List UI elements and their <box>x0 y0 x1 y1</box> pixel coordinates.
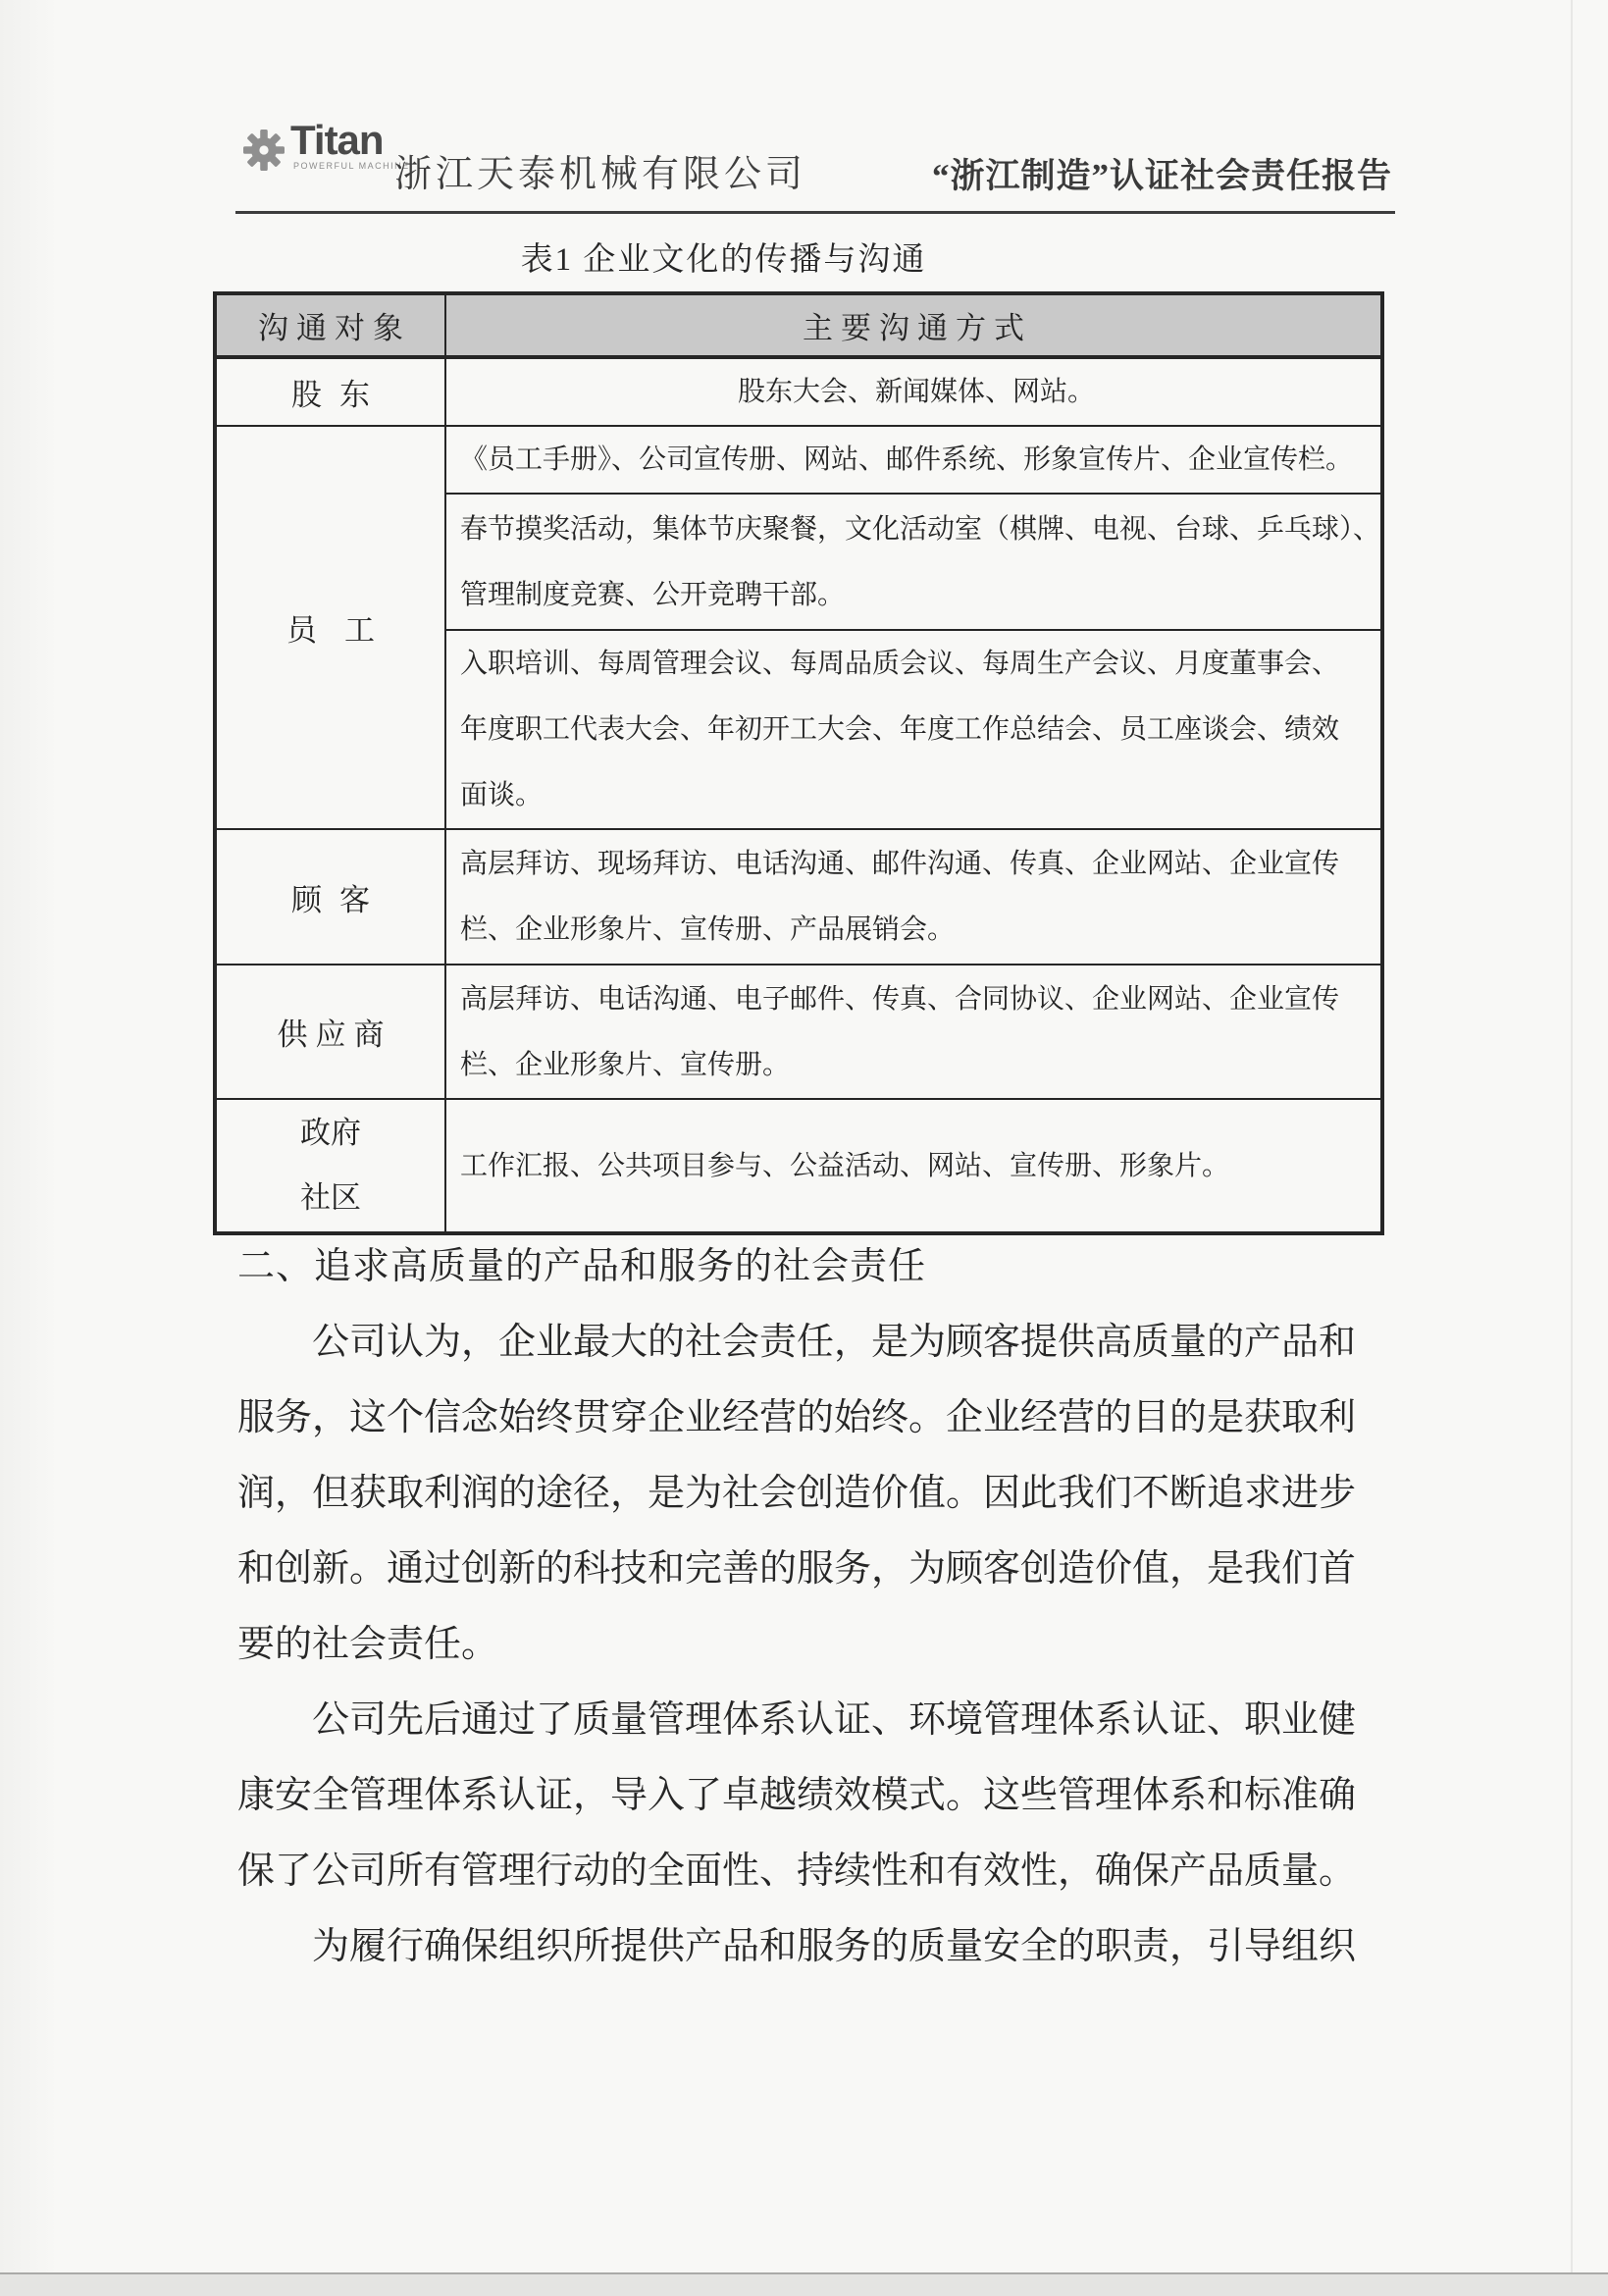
method-line: 栏、企业形象片、宣传册、产品展销会。 <box>460 914 956 945</box>
table-row <box>215 829 1382 965</box>
logo-brand-text: Titan <box>290 117 384 163</box>
row-methods <box>445 630 1382 829</box>
method-line: 管理制度竞赛、公开竞聘干部。 <box>460 579 846 610</box>
table-header-row <box>215 293 1382 357</box>
row-methods <box>445 426 1382 494</box>
paragraph-line: 要的社会责任。 <box>237 1624 499 1665</box>
row-label-line: 政府 <box>300 1116 361 1150</box>
report-title: “浙江制造”认证社会责任报告 <box>932 157 1393 195</box>
row-label-shareholders: 股东 <box>215 357 445 426</box>
table-caption: 表1 企业文化的传播与沟通 <box>520 242 927 278</box>
row-label-line: 社区 <box>300 1180 361 1215</box>
column-header-target: 沟通对象 <box>215 293 445 357</box>
paragraph-line: 公司认为，企业最大的社会责任，是为顾客提供高质量的产品和 <box>312 1322 1357 1363</box>
section-heading: 二、追求高质量的产品和服务的社会责任 <box>237 1246 927 1287</box>
table-row <box>215 426 1382 494</box>
paragraph-line: 公司先后通过了质量管理体系认证、环境管理体系认证、职业健 <box>312 1699 1357 1741</box>
row-methods <box>445 357 1382 426</box>
method-line: 《员工手册》、公司宣传册、网站、邮件系统、形象宣传片、企业宣传栏。 <box>460 444 1354 475</box>
method-line: 春节摸奖活动，集体节庆聚餐，文化活动室（棋牌、电视、台球、乒乓球）、 <box>460 513 1381 545</box>
body-text <box>237 1225 1400 1980</box>
method-line: 高层拜访、现场拜访、电话沟通、邮件沟通、传真、企业网站、企业宣传 <box>460 849 1340 879</box>
table-row <box>215 1099 1382 1233</box>
row-methods <box>445 965 1382 1099</box>
column-header-methods: 主要沟通方式 <box>445 293 1382 357</box>
gear-icon <box>243 128 285 173</box>
method-line: 股东大会、新闻媒体、网站。 <box>737 377 1095 407</box>
row-label-customers: 顾客 <box>215 829 445 965</box>
table-row <box>215 357 1382 426</box>
row-label-government-community <box>215 1099 445 1233</box>
row-methods <box>445 829 1382 965</box>
method-line: 面谈。 <box>460 780 544 810</box>
row-methods <box>445 1099 1382 1233</box>
communication-table <box>213 291 1384 1235</box>
paragraph-line: 为履行确保组织所提供产品和服务的质量安全的职责，引导组织 <box>312 1926 1357 1967</box>
company-name: 浙江天泰机械有限公司 <box>394 154 807 195</box>
paragraph-line: 润，但获取利润的途径，是为社会创造价值。因此我们不断追求进步 <box>237 1473 1357 1514</box>
scan-artifact-line <box>1571 0 1573 2296</box>
paragraph-line: 康安全管理体系认证，导入了卓越绩效模式。这些管理体系和标准确 <box>237 1775 1357 1816</box>
method-line: 年度职工代表大会、年初开工大会、年度工作总结会、员工座谈会、绩效 <box>460 714 1340 745</box>
method-line: 工作汇报、公共项目参与、公益活动、网站、宣传册、形象片。 <box>460 1150 1230 1181</box>
method-line: 入职培训、每周管理会议、每周品质会议、每周生产会议、月度董事会、 <box>460 649 1340 679</box>
logo-tagline: POWERFUL MACHINE <box>293 161 410 171</box>
table-row <box>215 965 1382 1099</box>
row-label-employees: 员工 <box>215 426 445 829</box>
header-divider <box>235 211 1395 214</box>
paragraph-line: 和创新。通过创新的科技和完善的服务，为顾客创造价值，是我们首 <box>237 1548 1357 1590</box>
method-line: 高层拜访、电话沟通、电子邮件、传真、合同协议、企业网站、企业宣传 <box>460 983 1340 1015</box>
scan-edge <box>0 2272 1608 2296</box>
paragraph-line: 服务，这个信念始终贯穿企业经营的始终。企业经营的目的是获取利 <box>237 1397 1357 1438</box>
row-methods <box>445 494 1382 630</box>
method-line: 栏、企业形象片、宣传册。 <box>460 1049 791 1080</box>
paragraph-line: 保了公司所有管理行动的全面性、持续性和有效性，确保产品质量。 <box>237 1851 1357 1892</box>
row-label-suppliers: 供应商 <box>215 965 445 1099</box>
